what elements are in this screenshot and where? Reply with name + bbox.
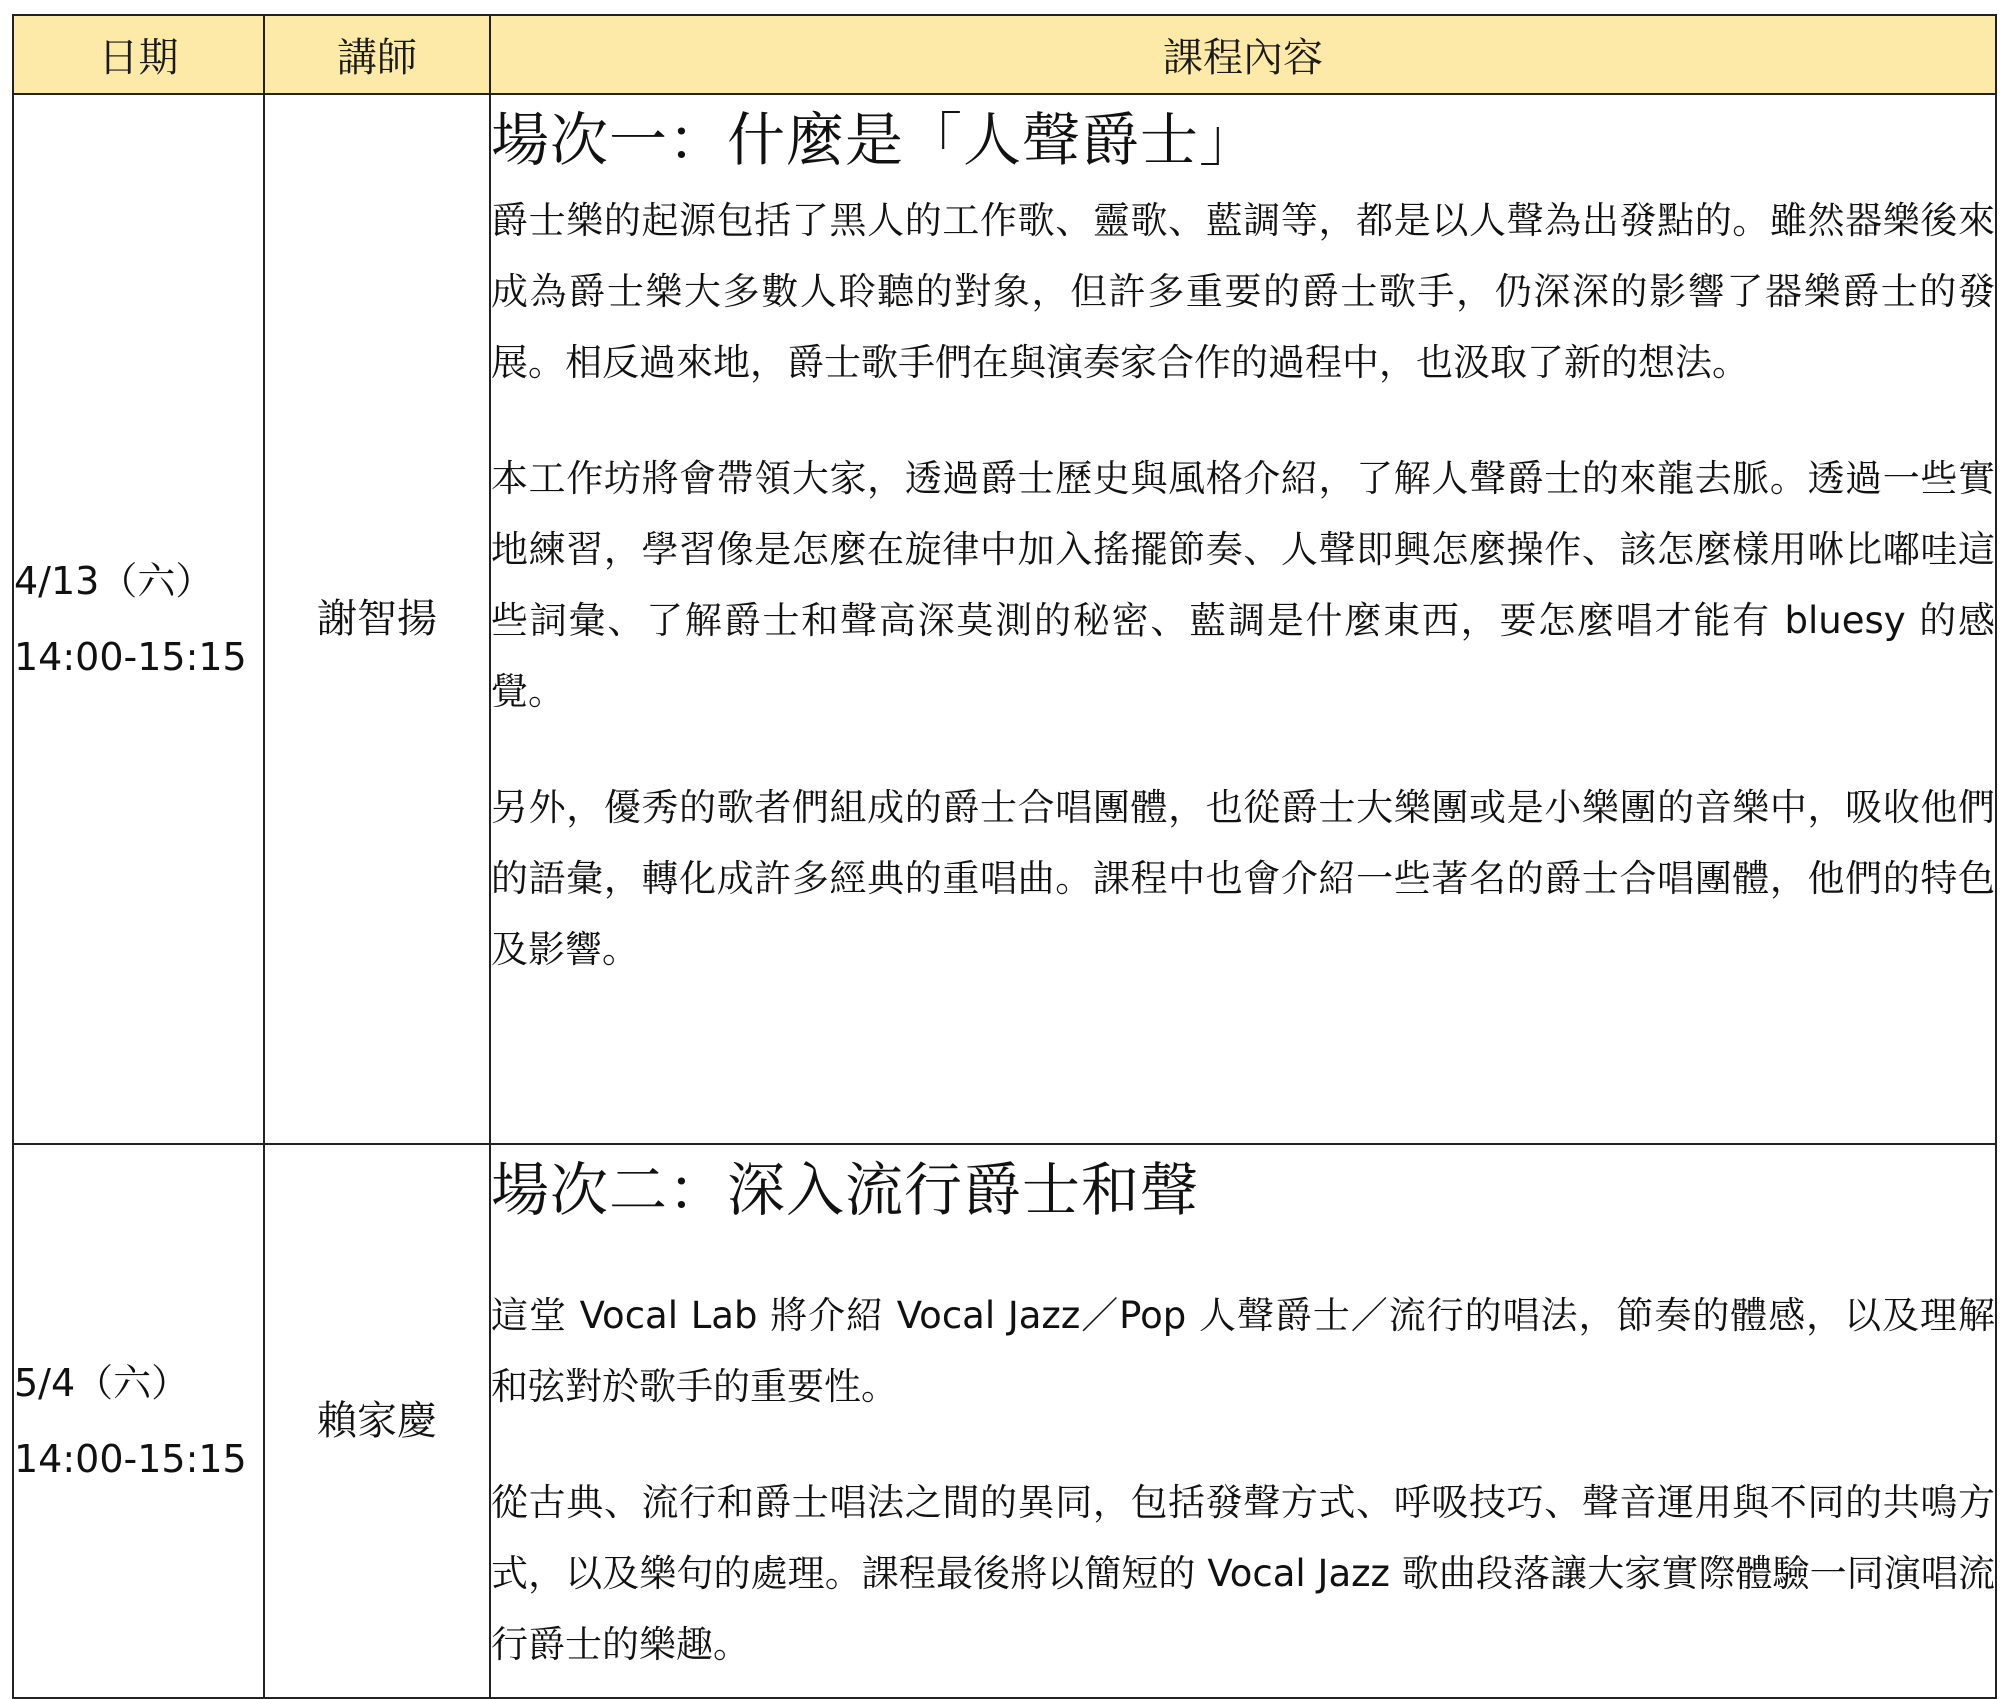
session-time: 14:00-15:15 [14,635,247,679]
table-row [13,1144,1996,1698]
session-paragraph: 從古典、流行和爵士唱法之間的異同，包括發聲方式、呼吸技巧、聲音運用與不同的共鳴方式，以及樂句的處理。課程最後將以簡短的 Vocal Jazz 歌曲段落讓大家實際體驗一同演唱流行爵士的樂趣。 [491,1481,1995,1666]
session-time: 14:00-15:15 [14,1437,247,1481]
teacher-name: 賴家慶 [317,1398,437,1444]
content-cell [490,1144,1996,1698]
session-date: 4/13（六） [14,559,214,603]
course-schedule-table [12,14,1997,1699]
header-content: 課程內容 [490,15,1996,94]
content-cell [490,94,1996,1144]
session-date: 5/4（六） [14,1361,190,1405]
teacher-cell [264,94,490,1144]
session-paragraph: 本工作坊將會帶領大家，透過爵士歷史與風格介紹，了解人聲爵士的來龍去脈。透過一些實地練習，學習像是怎麼在旋律中加入搖擺節奏、人聲即興怎麼操作、該怎麼樣用咻比嘟哇這些詞彙、了解爵士和聲高深莫測的秘密、藍調是什麼東西，要怎麼唱才能有 bluesy 的感覺。 [491,457,1995,713]
session-paragraph: 爵士樂的起源包括了黑人的工作歌、靈歌、藍調等，都是以人聲為出發點的。雖然器樂後來成為爵士樂大多數人聆聽的對象，但許多重要的爵士歌手，仍深深的影響了器樂爵士的發展。相反過來地，爵士歌手們在與演奏家合作的過程中，也汲取了新的想法。 [491,199,1995,384]
header-date: 日期 [13,15,264,94]
session-title: 場次一：什麼是「人聲爵士」 [491,106,1259,174]
table-row [13,94,1996,1144]
date-cell [13,94,264,1144]
teacher-name: 謝智揚 [317,596,437,642]
teacher-cell [264,1144,490,1698]
session-paragraph: 另外，優秀的歌者們組成的爵士合唱團體，也從爵士大樂團或是小樂團的音樂中，吸收他們的語彙，轉化成許多經典的重唱曲。課程中也會介紹一些著名的爵士合唱團體，他們的特色及影響。 [491,786,1995,971]
session-paragraph: 這堂 Vocal Lab 將介紹 Vocal Jazz／Pop 人聲爵士／流行的唱法，節奏的體感，以及理解和弦對於歌手的重要性。 [491,1294,1995,1408]
header-row [13,15,1996,94]
table-header [13,15,1996,94]
session-title: 場次二：深入流行爵士和聲 [491,1156,1200,1224]
date-cell [13,1144,264,1698]
header-teacher: 講師 [264,15,490,94]
